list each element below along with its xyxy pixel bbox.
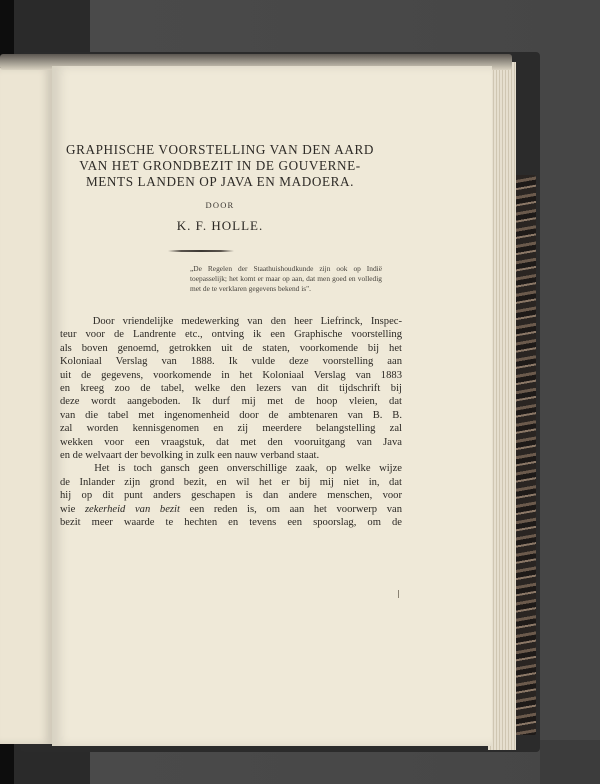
- epigraph-quote: „De Regelen der Staathuishoudkunde zijn ook op Indië toepasselijk; het komt er maar op aan, dat men goed en volledig met de te verklaren gegevens bekend is".: [190, 264, 382, 294]
- text-line: de Inlander zijn grond bezit, en wil het er bij mij niet in, dat: [60, 476, 402, 488]
- article-title: [60, 142, 380, 190]
- text-line: uit de gegevens, voorkomende in het Koloniaal Verslag van 1883: [60, 369, 402, 381]
- text-line: Het is toch gansch geen onverschillige zaak, op welke wijze: [94, 463, 403, 475]
- left-page: [0, 68, 52, 744]
- text-line: als boven genoemd, getrokken uit de staten, voorkomende bij het: [60, 342, 402, 354]
- title-line: VAN HET GRONDBEZIT IN DE GOUVERNE-: [79, 158, 361, 173]
- ornamental-rule: [168, 250, 234, 252]
- byline-label: DOOR: [205, 200, 235, 210]
- text-line: hij op dit punt anders geschapen is dan andere menschen, voor: [60, 490, 402, 502]
- text-line: zal worden kennisgenomen en zij meerdere belangstelling zal: [60, 423, 402, 435]
- title-line: GRAPHISCHE VOORSTELLING VAN DEN AARD: [65, 142, 375, 157]
- text-line: deze wordt aangeboden. Ik durf mij met de hoop vleien, dat: [60, 396, 402, 408]
- text-line: bezit meer waarde te hechten en tevens een spoorslag, om de: [60, 517, 402, 529]
- text-line: en de welvaart der bevolking in zulk een nauw verband staat.: [60, 450, 320, 462]
- paragraph: [60, 315, 402, 462]
- page-stack-edge: [488, 62, 516, 750]
- paragraph: [60, 462, 402, 529]
- text-line: en kreeg zoo de tabel, welke den lezers van dit tijdschrift bij: [60, 383, 402, 395]
- text-line: Door vriendelijke medewerking van den heer Liefrinck, Inspec-: [92, 316, 402, 327]
- author-name: K. F. HOLLE.: [176, 218, 264, 233]
- text-line: Koloniaal Verslag van 1888. Ik vulde deze voorstelling aan: [60, 356, 402, 368]
- scan-bottom-corner: [540, 740, 600, 784]
- text-line: wekken voor een vraagstuk, dat met den vooruitgang van Java: [60, 436, 402, 448]
- text-line: wie zekerheid van bezit een reden is, om aan het voorwerp van: [60, 503, 403, 515]
- title-line: MENTS LANDEN OP JAVA EN MADOERA.: [85, 174, 355, 189]
- article-body: [60, 315, 402, 530]
- text-line: teur voor de Landrente etc., ontving ik een Graphische voorstelling: [60, 329, 402, 341]
- text-line: van die tabel met ingenomenheid door de ambtenaren van B. B.: [60, 409, 402, 421]
- pencil-margin-mark: [398, 590, 399, 598]
